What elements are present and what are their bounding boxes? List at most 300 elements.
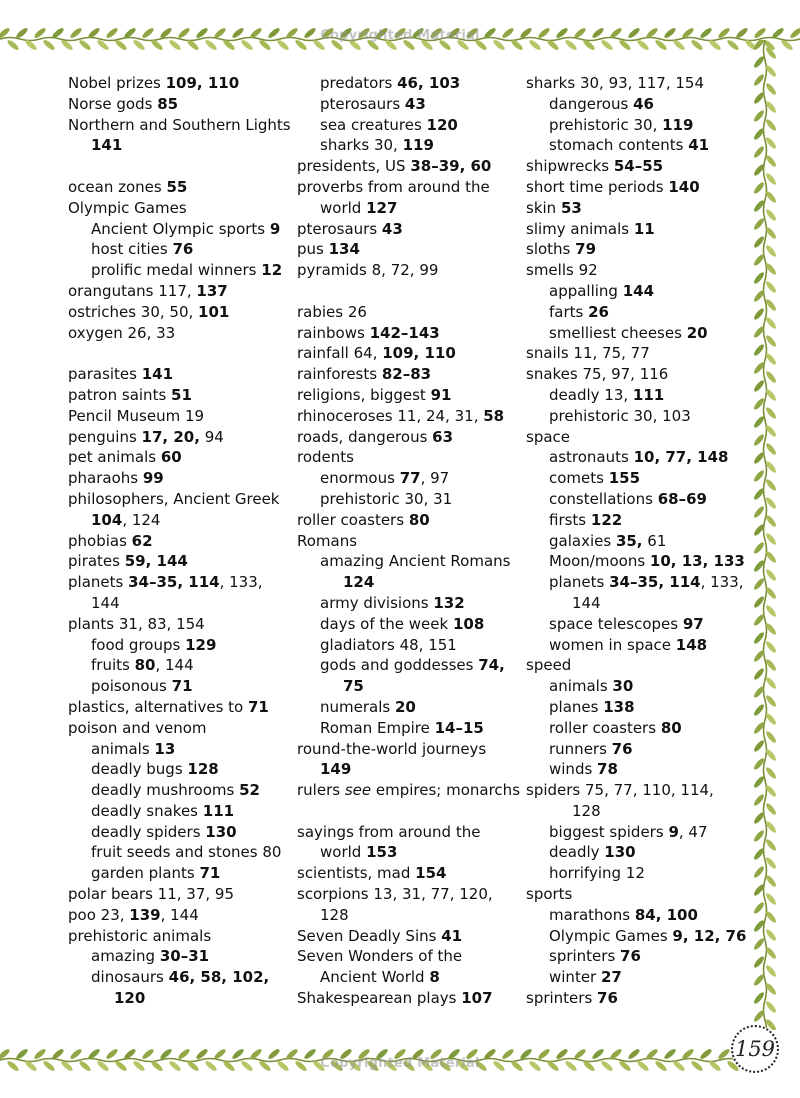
entry-text: roads, dangerous — [297, 427, 433, 446]
index-entry — [526, 260, 746, 281]
section-gap — [297, 801, 520, 822]
index-entry — [297, 177, 520, 198]
entry-text: roller coasters — [549, 718, 661, 737]
entry-text: poison and venom — [68, 718, 207, 737]
entry-text: Pencil Museum 19 — [68, 406, 205, 425]
see-reference: see — [344, 781, 372, 800]
index-entry — [68, 489, 291, 510]
entry-text: deadly spiders — [91, 822, 206, 841]
index-entry — [526, 655, 746, 676]
index-subentry — [297, 489, 520, 510]
page-ref: 38–39, 60 — [410, 157, 492, 176]
entry-text: world — [320, 198, 367, 217]
entry-text: farts — [549, 302, 589, 321]
index-entry — [297, 239, 520, 260]
entry-text: shipwrecks — [526, 157, 614, 176]
entry-text: appalling — [549, 281, 623, 300]
entry-text: proverbs from around the — [297, 177, 490, 196]
entry-text: galaxies — [549, 531, 616, 550]
entry-text: Olympic Games — [68, 198, 187, 217]
index-subentry — [526, 905, 746, 926]
index-entry — [297, 260, 520, 281]
index-entry — [297, 531, 520, 552]
index-subentry — [297, 635, 520, 656]
entry-text: Roman Empire — [320, 718, 435, 737]
index-entry — [297, 156, 520, 177]
entry-text: plants 31, 83, 154 — [68, 614, 205, 633]
entry-text: snails 11, 75, 77 — [526, 344, 650, 363]
entry-text: dangerous — [549, 94, 634, 113]
index-subentry — [68, 780, 291, 801]
index-entry — [297, 447, 520, 468]
index-subentry — [68, 842, 291, 863]
entry-text: biggest spiders — [549, 822, 669, 841]
index-subentry — [297, 468, 520, 489]
page-ref: 59, 144 — [124, 552, 188, 571]
index-entry — [526, 156, 746, 177]
index-subentry — [297, 676, 520, 697]
entry-text: parasites — [68, 365, 142, 384]
page-ref: 9 — [668, 822, 679, 841]
page-ref: 63 — [432, 427, 454, 446]
entry-text: amazing Ancient Romans — [320, 552, 511, 571]
index-subentry — [68, 655, 291, 676]
page-ref: 149 — [320, 760, 352, 779]
entry-text: sprinters — [549, 947, 621, 966]
entry-text: gladiators 48, 151 — [320, 635, 457, 654]
entry-text: roller coasters — [297, 510, 409, 529]
index-entry — [297, 343, 520, 364]
index-subentry — [297, 967, 520, 988]
entry-text: fruits — [91, 656, 135, 675]
page-ref: 141 — [91, 136, 123, 155]
page-ref: 101 — [198, 302, 230, 321]
index-subentry — [68, 739, 291, 760]
page-ref: 30–31 — [159, 947, 210, 966]
entry-text: sea creatures — [320, 115, 427, 134]
page-ref: 84, 100 — [634, 905, 698, 924]
index-subentry — [526, 614, 746, 635]
index-entry — [68, 468, 291, 489]
entry-text: women in space — [549, 635, 676, 654]
index-entry — [297, 739, 520, 760]
entry-text: poisonous — [91, 677, 172, 696]
index-entry — [526, 343, 746, 364]
index-entry — [297, 510, 520, 531]
page-ref: 51 — [171, 385, 192, 404]
page-ref: 10, 77, 148 — [633, 448, 729, 467]
entry-text: astronauts — [549, 448, 634, 467]
index-entry — [68, 614, 291, 635]
entry-text: pyramids 8, 72, 99 — [297, 261, 439, 280]
entry-text: 144 — [91, 593, 120, 612]
entry-text: horrifying 12 — [549, 864, 645, 883]
index-subentry — [68, 946, 291, 967]
page-ref: 53 — [560, 198, 582, 217]
entry-text: space telescopes — [549, 614, 683, 633]
index-entry — [297, 863, 520, 884]
index-subentry — [297, 115, 520, 136]
page-ref: 124 — [343, 573, 375, 592]
index-column-2 — [297, 73, 520, 1009]
page-ref: 119 — [402, 136, 434, 155]
entry-text: Moon/moons — [549, 552, 650, 571]
index-subentry — [526, 863, 746, 884]
page-ref: 71 — [247, 697, 269, 716]
entry-text: Ancient World — [320, 968, 430, 987]
entry-text: sports — [526, 885, 573, 904]
index-entry — [297, 427, 520, 448]
index-entry — [297, 946, 520, 967]
entry-text: polar bears 11, 37, 95 — [68, 885, 235, 904]
entry-text: , 144 — [160, 905, 199, 924]
index-subentry — [297, 842, 520, 863]
entry-text: deadly mushrooms — [91, 781, 240, 800]
index-subentry — [526, 447, 746, 468]
page-ref: 11 — [633, 219, 655, 238]
index-subentry — [68, 988, 291, 1009]
page-ref: 20 — [394, 697, 416, 716]
index-subentry — [526, 551, 746, 572]
entry-text: 94 — [199, 427, 224, 446]
index-subentry — [297, 655, 520, 676]
page-ref: 120 — [426, 115, 458, 134]
index-entry — [68, 406, 291, 427]
entry-text: Shakespearean plays — [297, 989, 462, 1008]
index-entry — [68, 198, 291, 219]
entry-text: snakes 75, 97, 116 — [526, 365, 669, 384]
page-ref: 35, — [615, 531, 643, 550]
page-ref: 142–143 — [369, 323, 440, 342]
page-ref: 104 — [91, 510, 123, 529]
entry-text: phobias — [68, 531, 132, 550]
page-ref: 122 — [590, 510, 623, 529]
page-ref: 97 — [682, 614, 704, 633]
page-ref: 13 — [154, 739, 176, 758]
entry-text: , 124 — [122, 510, 161, 529]
entry-text: world — [320, 843, 367, 862]
page-ref: 137 — [196, 281, 228, 300]
entry-text: prehistoric 30, — [549, 115, 663, 134]
entry-text: enormous — [320, 469, 400, 488]
index-subentry — [526, 468, 746, 489]
entry-text: sharks 30, — [320, 136, 403, 155]
entry-text: animals — [91, 739, 155, 758]
entry-text: , 133, — [700, 573, 744, 592]
page-ref: 79 — [575, 240, 597, 259]
entry-text: comets — [549, 469, 609, 488]
index-subentry — [297, 697, 520, 718]
entry-text: sloths — [526, 240, 576, 259]
entry-text: constellations — [549, 489, 658, 508]
page-ref: 154 — [415, 864, 447, 883]
page-ref: 43 — [404, 94, 426, 113]
entry-text: numerals — [320, 697, 395, 716]
index-entry — [68, 323, 291, 344]
page-ref: 155 — [608, 469, 641, 488]
index-subentry — [68, 635, 291, 656]
index-subentry — [526, 406, 746, 427]
page-ref: 148 — [675, 635, 708, 654]
index-entry — [68, 73, 291, 94]
section-gap — [68, 343, 291, 364]
page-ref: 141 — [141, 365, 174, 384]
entry-text: prehistoric animals — [68, 926, 212, 945]
entry-text: deadly — [549, 843, 605, 862]
page-ref: 34–35, 114 — [609, 573, 701, 592]
page-ref: 119 — [662, 115, 694, 134]
entry-text: sprinters — [526, 989, 598, 1008]
index-subentry — [526, 926, 746, 947]
entry-text: winter — [549, 968, 601, 987]
index-subentry — [526, 697, 746, 718]
entry-text: pus — [297, 240, 329, 259]
page-ref: 27 — [601, 968, 622, 987]
page-ref: 109, 110 — [165, 74, 240, 92]
entry-text: religions, biggest — [297, 385, 431, 404]
index-subentry — [68, 239, 291, 260]
index-entry — [526, 364, 746, 385]
index-subentry — [526, 593, 746, 614]
index-subentry — [297, 759, 520, 780]
page-ref: 17, 20, — [141, 427, 200, 446]
entry-text: rainfall 64, — [297, 344, 383, 363]
entry-text: , 144 — [155, 656, 194, 675]
entry-text: marathons — [549, 905, 635, 924]
entry-text: army divisions — [320, 593, 434, 612]
entry-text: , 97 — [420, 469, 450, 488]
index-entry — [526, 239, 746, 260]
index-entry — [68, 115, 291, 136]
page-ref: 52 — [239, 781, 260, 800]
page-ref: 75 — [343, 677, 364, 696]
page-ref: 108 — [452, 614, 485, 633]
index-subentry — [297, 593, 520, 614]
entry-text: short time periods — [526, 177, 669, 196]
index-entry — [68, 926, 291, 947]
index-entry — [526, 988, 746, 1009]
page-ref: 76 — [620, 947, 641, 966]
entry-text: rodents — [297, 448, 354, 467]
page-ref: 85 — [157, 94, 179, 113]
index-entry — [68, 718, 291, 739]
entry-text: scorpions 13, 31, 77, 120, — [297, 885, 493, 904]
index-subentry — [526, 135, 746, 156]
entry-text: , 47 — [678, 822, 708, 841]
entry-text: deadly bugs — [91, 760, 188, 779]
page-ref: 127 — [366, 198, 398, 217]
entry-text: pterosaurs — [297, 219, 382, 238]
index-entry — [526, 219, 746, 240]
index-subentry — [68, 863, 291, 884]
entry-text: prehistoric 30, 103 — [549, 406, 691, 425]
page-ref: 58 — [483, 406, 505, 425]
index-subentry — [526, 759, 746, 780]
index-subentry — [526, 739, 746, 760]
entry-text: empires; monarchs — [371, 781, 521, 800]
index-subentry — [526, 676, 746, 697]
page-ref: 82–83 — [381, 365, 432, 384]
entry-text: prolific medal winners — [91, 261, 262, 280]
index-subentry — [297, 73, 520, 94]
watermark-bottom: Copyrighted Material — [320, 1056, 480, 1071]
index-entry — [68, 551, 291, 572]
index-entry — [68, 177, 291, 198]
page-ref: 99 — [142, 469, 164, 488]
page-ref: 132 — [433, 593, 465, 612]
page-ref: 46, 103 — [397, 74, 461, 92]
index-entry — [297, 406, 520, 427]
page-ref: 26 — [588, 302, 609, 321]
page-ref: 111 — [202, 801, 235, 820]
page-ref: 9 — [269, 219, 281, 238]
index-entry — [297, 926, 520, 947]
page-ref: 54–55 — [613, 157, 664, 176]
entry-text: 61 — [642, 531, 667, 550]
index-subentry — [526, 635, 746, 656]
page-ref: 76 — [172, 240, 194, 259]
index-column-3 — [526, 73, 746, 1009]
index-subentry — [68, 135, 291, 156]
page-ref: 109, 110 — [382, 344, 456, 363]
index-subentry — [68, 967, 291, 988]
entry-text: predators — [320, 74, 398, 92]
page-ref: 43 — [381, 219, 403, 238]
index-entry — [68, 281, 291, 302]
index-entry — [68, 385, 291, 406]
index-subentry — [68, 759, 291, 780]
entry-text: sharks 30, 93, 117, 154 — [526, 74, 704, 92]
index-subentry — [526, 842, 746, 863]
page-ref: 76 — [597, 989, 618, 1008]
index-entry — [526, 73, 746, 94]
entry-text: ostriches 30, 50, — [68, 302, 199, 321]
index-subentry — [526, 510, 746, 531]
page-ref: 130 — [604, 843, 636, 862]
index-subentry — [297, 94, 520, 115]
index-entry — [297, 988, 520, 1009]
index-subentry — [68, 801, 291, 822]
entry-text: space — [526, 427, 571, 446]
index-subentry — [526, 822, 746, 843]
entry-text: dinosaurs — [91, 968, 169, 987]
entry-text: patron saints — [68, 385, 172, 404]
entry-text: planes — [549, 697, 604, 716]
entry-text: ocean zones — [68, 177, 167, 196]
page-ref: 46, 58, 102, — [168, 968, 270, 987]
entry-text: penguins — [68, 427, 142, 446]
index-entry — [526, 177, 746, 198]
page-ref: 138 — [603, 697, 635, 716]
index-entry — [526, 427, 746, 448]
entry-text: Northern and Southern Lights — [68, 115, 291, 134]
index-entry — [68, 531, 291, 552]
entry-text: deadly snakes — [91, 801, 203, 820]
index-entry — [297, 385, 520, 406]
entry-text: pirates — [68, 552, 125, 571]
right-vine-border — [745, 40, 785, 1030]
index-entry — [68, 94, 291, 115]
entry-text: Seven Wonders of the — [297, 947, 463, 966]
entry-text: 128 — [320, 905, 349, 924]
index-subentry — [297, 572, 520, 593]
index-entry — [526, 884, 746, 905]
page-ref: 78 — [597, 760, 618, 779]
index-subentry — [526, 94, 746, 115]
index-entry — [68, 697, 291, 718]
page-ref: 60 — [160, 448, 182, 467]
index-subentry — [526, 281, 746, 302]
entry-text: plastics, alternatives to — [68, 697, 248, 716]
page-ref: 74, — [478, 656, 505, 675]
entry-text: gods and goddesses — [320, 656, 479, 675]
index-subentry — [68, 510, 291, 531]
index-entry — [297, 219, 520, 240]
entry-text: slimy animals — [526, 219, 634, 238]
page-ref: 71 — [171, 677, 193, 696]
entry-text: garden plants — [91, 864, 200, 883]
entry-text: 144 — [572, 593, 601, 612]
entry-text: Romans — [297, 531, 358, 550]
section-gap — [297, 281, 520, 302]
entry-text: oxygen 26, 33 — [68, 323, 176, 342]
index-subentry — [68, 822, 291, 843]
page-ref: 14–15 — [434, 718, 484, 737]
index-subentry — [526, 385, 746, 406]
page-ref: 12 — [261, 261, 283, 280]
entry-text: smells 92 — [526, 261, 598, 280]
index-subentry — [526, 572, 746, 593]
entry-text: spiders 75, 77, 110, 114, — [526, 781, 714, 800]
entry-text: scientists, mad — [297, 864, 416, 883]
index-subentry — [68, 676, 291, 697]
entry-text: pterosaurs — [320, 94, 405, 113]
index-subentry — [526, 801, 746, 822]
page-ref: 68–69 — [657, 489, 707, 508]
entry-text: sayings from around the — [297, 822, 481, 841]
entry-text: fruit seeds and stones 80 — [91, 843, 282, 862]
entry-text: , 133, — [219, 573, 263, 592]
entry-text: speed — [526, 656, 572, 675]
page-ref: 8 — [429, 968, 440, 987]
index-subentry — [68, 593, 291, 614]
index-entry — [297, 302, 520, 323]
index-subentry — [297, 135, 520, 156]
index-subentry — [297, 718, 520, 739]
entry-text: firsts — [549, 510, 591, 529]
index-entry — [297, 884, 520, 905]
index-subentry — [526, 323, 746, 344]
index-subentry — [526, 302, 746, 323]
index-entry — [68, 572, 291, 593]
section-gap — [68, 156, 291, 177]
page-ref: 71 — [199, 864, 221, 883]
page-ref: 46 — [633, 94, 654, 113]
index-entry — [68, 447, 291, 468]
entry-text: orangutans 117, — [68, 281, 197, 300]
entry-text: Norse gods — [68, 94, 158, 113]
index-subentry — [526, 946, 746, 967]
page-ref: 41 — [441, 926, 463, 945]
index-subentry — [526, 967, 746, 988]
entry-text: runners — [549, 739, 612, 758]
page-ref: 55 — [166, 177, 188, 196]
index-subentry — [297, 198, 520, 219]
entry-text: host cities — [91, 240, 173, 259]
page-ref: 139 — [129, 905, 161, 924]
index-column-1 — [68, 73, 291, 1009]
index-subentry — [526, 531, 746, 552]
